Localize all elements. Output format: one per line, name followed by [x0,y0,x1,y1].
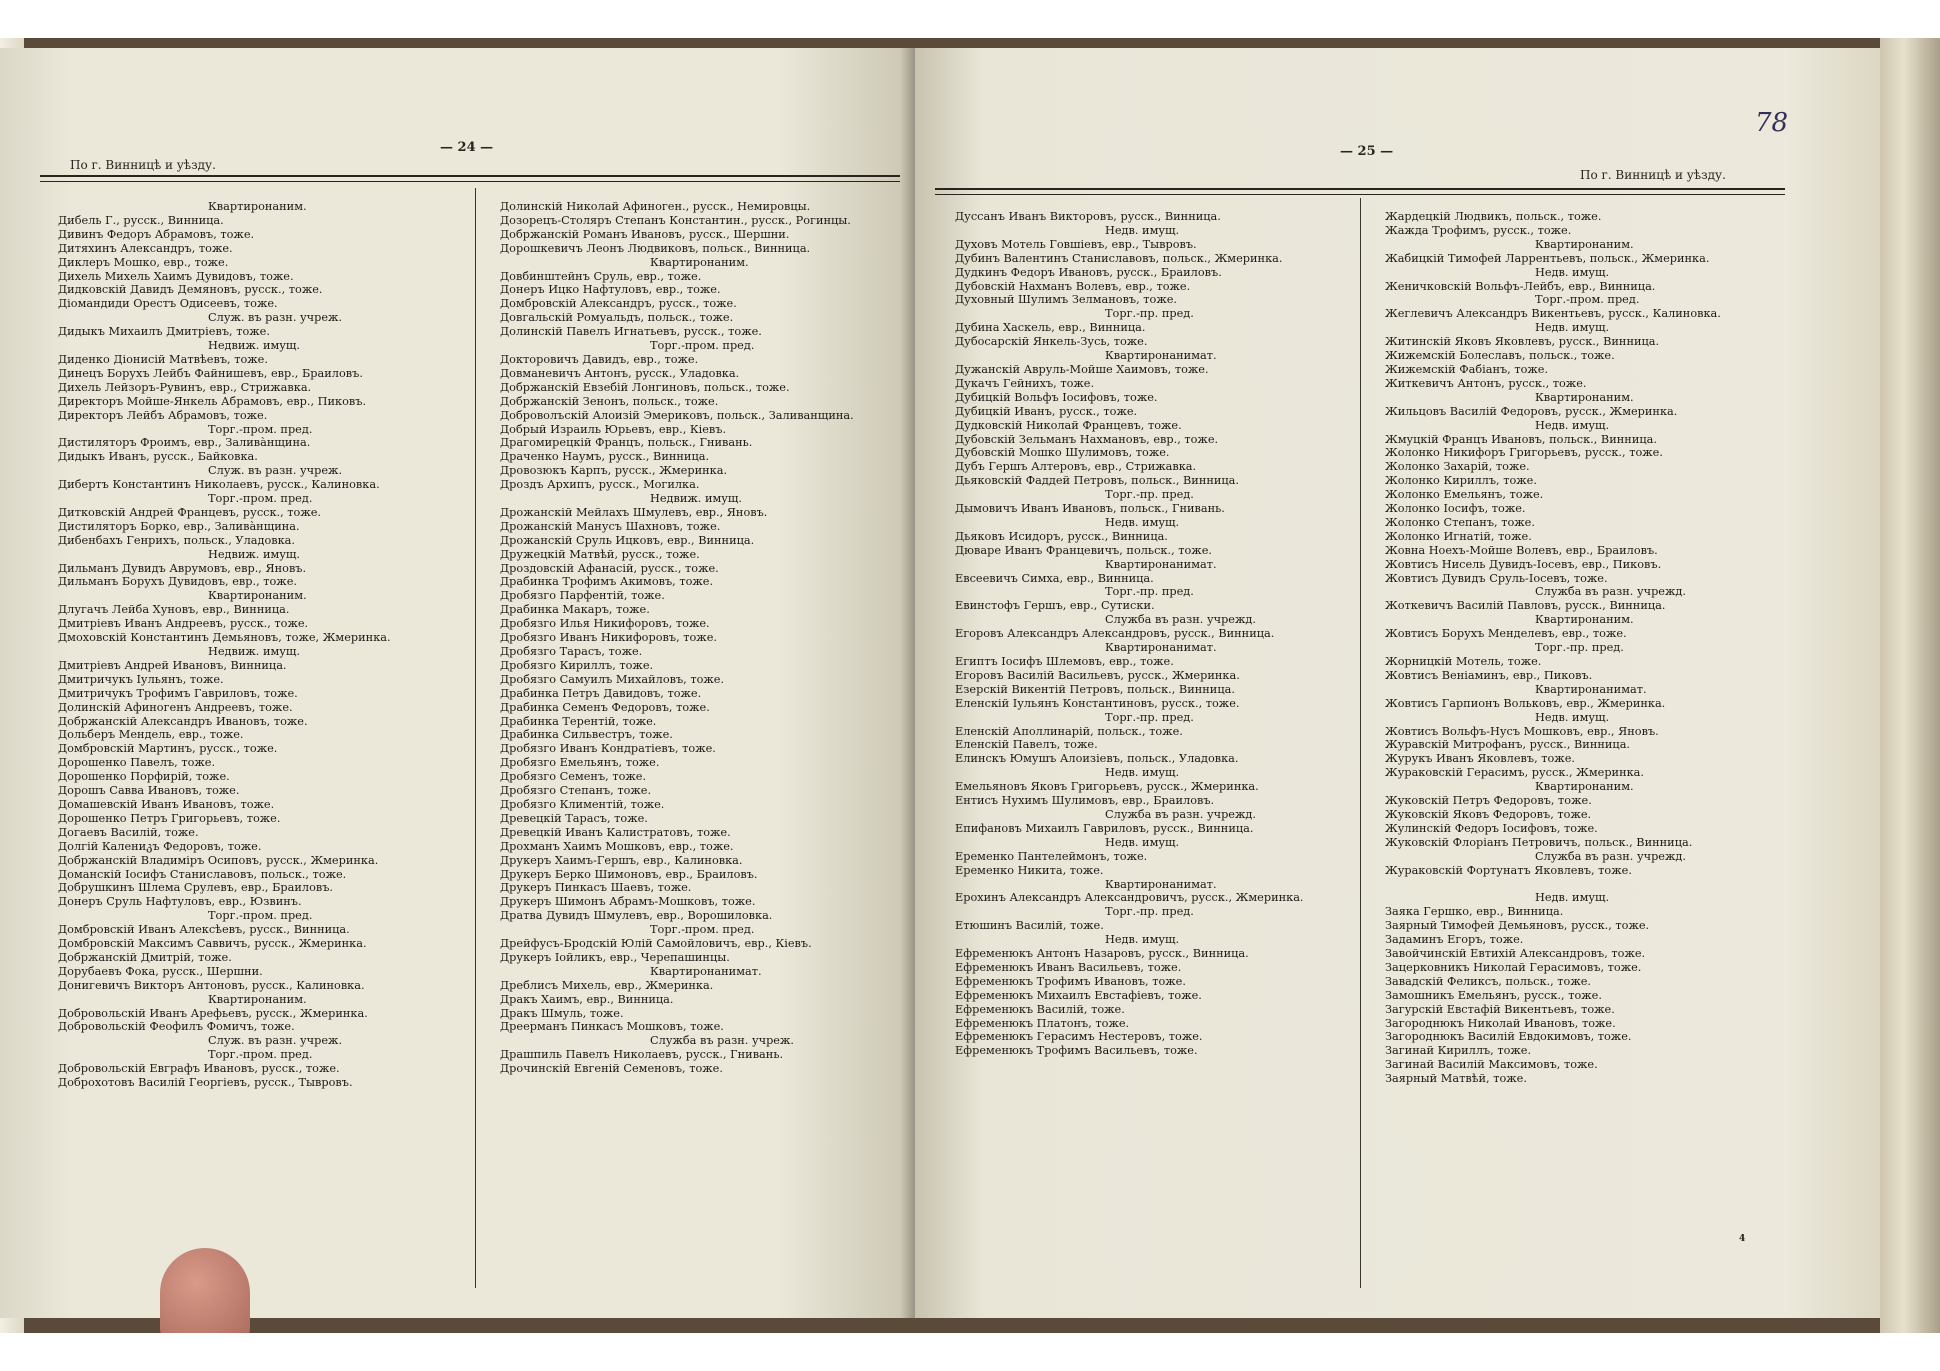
directory-entry: Дробязго Семенъ, тоже. [500,770,647,784]
directory-entry: Дидковскій Давидъ Демяновъ, русск., тоже. [58,283,323,297]
directory-entry: Друкеръ Шимонъ Абрамъ-Мошковъ, тоже. [500,895,756,909]
directory-entry: Ентисъ Нухимъ Шулимовъ, евр., Браиловъ. [955,794,1215,808]
header-rule-left [40,175,900,182]
directory-entry: Жураковскій Герасимъ, русск., Жмеринка. [1385,766,1645,780]
directory-entry: Жуковскій Флоріанъ Петровичъ, польск., Винница. [1385,835,1693,849]
directory-entry: Дудковскій Николай Францевъ, тоже. [955,418,1182,432]
section-heading: Квартиронаним. [650,255,749,269]
directory-entry: Домбровскій Максимъ Саввичъ, русск., Жмеринка. [58,937,367,951]
directory-entry: Житинскій Яковъ Яковлевъ, русск., Винница. [1385,335,1660,349]
directory-entry: Добржанскій Зенонъ, польск., тоже. [500,394,719,408]
directory-entry: Жабицкій Тимофей Ларрентьевъ, польск., Жмеринка. [1385,251,1710,265]
section-heading: Торг.-пр. пред. [1105,905,1194,919]
directory-entry: Дробязго Тарасъ, тоже. [500,645,643,658]
directory-entry: Езерскій Викентій Петровъ, польск., Винница. [955,682,1235,696]
directory-entry: Елинскъ Юмушъ Алоизіевъ, польск., Уладовка. [955,752,1239,766]
directory-entry: Жолонко Степанъ, тоже. [1385,515,1535,529]
directory-entry: Ефременюкъ Трофимъ Ивановъ, тоже. [955,974,1186,988]
directory-entry: Дубовскій Зельманъ Нахмановъ, евр., тоже. [955,432,1219,446]
directory-entry: Ефременюкъ Трофимъ Васильевъ, тоже. [955,1044,1198,1058]
section-heading: Служба въ разн. учрежд. [1105,807,1256,821]
directory-entry: Житкевичъ Антонъ, русск., тоже. [1385,376,1587,390]
directory-entry: Драченко Наумъ, русск., Винница. [500,450,710,464]
directory-entry: Жильцовъ Василій Федоровъ, русск., Жмеринка. [1385,404,1678,418]
directory-entry: Жижемскій Фабіанъ, тоже. [1385,362,1549,376]
section-heading: Торг.-пром. пред. [208,909,313,923]
handwritten-folio-number: 78 [1755,108,1789,138]
directory-entry: Жураковскій Фортунатъ Яковлевъ, тоже. [1385,863,1632,877]
section-heading: Служба въ разн. учрежд. [1535,849,1686,863]
directory-entry: Дубицкій Иванъ, русск., тоже. [955,404,1138,418]
directory-entry: Дибель Г., русск., Винница. [58,213,224,227]
right-column-1 [955,210,1304,1058]
document-photo [0,38,1940,1333]
directory-entry: Жажда Трофимъ, русск., тоже. [1385,223,1572,237]
directory-entry: Дистиляторъ Фроимъ, евр., Залива̀нщина. [58,436,311,450]
section-heading: Квартиронанимат. [1105,641,1217,655]
section-heading: Торг.-пром. пред. [650,339,755,353]
directory-entry: Динецъ Борухъ Лейбъ Файнишевъ, евр., Браиловъ. [58,366,363,380]
directory-entry: Диклеръ Мошко, евр., тоже. [58,255,229,269]
section-heading: Недвиж. имущ. [650,492,743,506]
directory-entry: Жорницкій Мотель, тоже. [1385,655,1542,668]
section-heading: Торг.-пр. пред. [1105,585,1194,599]
section-heading: Недв. имущ. [1105,835,1180,849]
stacked-page-edges [1880,38,1940,1333]
directory-entry: Добрый Израиль Юрьевъ, евр., Кіевъ. [500,422,727,436]
directory-entry: Египтъ Іосифъ Шлемовъ, евр., тоже. [955,655,1174,668]
directory-entry: Драбинка Трофимъ Акимовъ, тоже. [500,575,714,589]
directory-entry: Еременко Пантелеймонъ, тоже. [955,849,1148,863]
directory-entry: Дрочинскій Евгеній Семеновъ, тоже. [500,1062,723,1076]
section-heading: Недвиж. имущ. [208,339,301,353]
directory-entry: Жолонко Кириллъ, тоже. [1385,474,1537,488]
directory-entry: Жолонко Іосифъ, тоже. [1385,502,1526,516]
directory-entry: Дракъ Шмуль, тоже. [500,1006,624,1020]
directory-entry: Ефременюкъ Михаилъ Евстафіевъ, тоже. [955,988,1202,1002]
section-heading: Недв. имущ. [1105,933,1180,947]
header-rule-right [935,188,1785,195]
directory-entry: Дробязго Парфентій, тоже. [500,589,665,603]
section-heading: Служба въ разн. учрежд. [1535,585,1686,599]
section-heading: Недв. имущ. [1535,418,1610,432]
directory-entry: Жардецкій Людвикъ, польск., тоже. [1385,210,1602,223]
directory-entry: Дробязго Иванъ Никифоровъ, тоже. [500,631,717,645]
directory-entry: Ефременюкъ Иванъ Васильевъ, тоже. [955,960,1182,974]
directory-entry: Директоръ Мойше-Янкель Абрамовъ, евр., Пиковъ. [58,394,367,408]
directory-entry: Дорошенко Петръ Григорьевъ, тоже. [58,811,281,825]
section-heading: Недв. имущ. [1105,515,1180,529]
directory-entry: Жеглевичъ Александръ Викентьевъ, русск., Калиновка. [1385,307,1721,321]
directory-entry: Дьяковъ Исидоръ, русск., Винница. [955,529,1168,543]
directory-entry: Діомандиди Орестъ Одисеевъ, тоже. [58,297,278,311]
directory-entry: Дибертъ Константинъ Николаевъ, русск., Калиновка. [58,478,380,492]
directory-entry: Загинай Василій Максимовъ, тоже. [1385,1058,1598,1072]
directory-entry: Добржанскій Евзебій Лонгиновъ, польск., тоже. [500,380,790,394]
section-heading: Недв. имущ. [1535,265,1610,279]
directory-entry: Дорошенко Порфирій, тоже. [58,770,230,784]
section-heading: Квартиронанимат. [650,964,762,978]
directory-entry: Дробязго Климентій, тоже. [500,797,665,811]
directory-entry: Домбровскій Мартинъ, русск., тоже. [58,742,278,756]
directory-entry: Доманскій Іосифъ Станиславовъ, польск., тоже. [58,867,347,881]
directory-entry: Довгальскій Ромуальдъ, польск., тоже. [500,311,734,325]
section-heading: Торг.-пром. пред. [1535,293,1640,307]
directory-entry: Дреблисъ Михель, евр., Жмеринка. [500,978,714,992]
directory-entry: Жоткевичъ Василій Павловъ, русск., Винница. [1385,599,1666,613]
directory-entry: Жулинскій Федоръ Іосифовъ, тоже. [1385,821,1598,835]
column-divider-right [1360,198,1361,1288]
directory-entry: Жижемскій Болеславъ, польск., тоже. [1385,349,1615,363]
directory-entry: Жовтисъ Нисель Дувидъ-Іосевъ, евр., Пиковъ. [1385,557,1662,571]
section-heading: Недв. имущ. [1105,766,1180,780]
directory-entry: Дистиляторъ Борко, евр., Залива̀нщина. [58,519,300,533]
section-heading: Недвиж. имущ. [208,645,301,658]
directory-entry: Жолонко Захарій, тоже. [1385,460,1530,474]
directory-entry: Заярный Тимофей Демьяновъ, русск., тоже. [1385,919,1650,933]
directory-entry: Дмитріевъ Иванъ Андреевъ, русск., тоже. [58,617,309,631]
section-heading: Торг.-пр. пред. [1105,488,1194,502]
directory-entry: Драбинка Терентій, тоже. [500,714,657,728]
directory-entry: Дробязго Самуилъ Михайловъ, тоже. [500,672,725,686]
directory-entry: Жолонко Емельянъ, тоже. [1385,488,1544,502]
directory-entry: Дратва Дувидъ Шмулевъ, евр., Ворошиловка. [500,909,773,923]
directory-entry: Дубовскій Нахманъ Волевъ, евр., тоже. [955,279,1191,293]
directory-entry: Епифановъ Михаилъ Гавриловъ, русск., Винница. [955,821,1254,835]
directory-entry: Долгій Калениკъ Федоровъ, тоже. [58,839,262,853]
section-heading: Служба въ разн. учрежд. [1105,613,1256,627]
directory-entry: Дитковскій Андрей Францевъ, русск., тоже. [58,505,322,519]
directory-entry: Дрожанскій Мейлахъ Шмулевъ, евр., Яновъ. [500,505,768,519]
directory-entry: Дивинъ Федоръ Абрамовъ, тоже. [58,227,255,241]
directory-entry: Дреерманъ Пинкасъ Мошковъ, тоже. [500,1020,724,1034]
directory-entry: Дмитричукъ Трофимъ Гавриловъ, тоже. [58,686,298,700]
column-divider-left [475,188,476,1288]
section-heading: Квартиронанимат. [1535,682,1647,696]
section-heading: Служба въ разн. учреж. [650,1034,794,1048]
page-number-left: — 24 — [440,140,494,155]
right-column-2 [1385,210,1721,1086]
directory-entry: Евсеевичъ Симха, евр., Винница. [955,571,1154,585]
directory-entry [1385,878,1721,892]
directory-entry: Ефременюкъ Герасимъ Нестеровъ, тоже. [955,1030,1203,1044]
directory-entry: Еременко Никита, тоже. [955,863,1104,877]
directory-entry: Донеръ Сруль Нафтуловъ, евр., Юзвинъ. [58,895,302,909]
directory-entry: Дубинъ Валентинъ Станиславовъ, польск., Жмеринка. [955,251,1283,265]
directory-entry: Домбровскій Александръ, русск., тоже. [500,297,737,311]
directory-entry: Добровольскій Феофилъ Фомичъ, тоже. [58,1020,295,1034]
directory-entry: Дрожанскій Манусъ Шахновъ, тоже. [500,519,721,533]
directory-entry: Дымовичъ Иванъ Ивановъ, польск., Гнивань. [955,502,1225,516]
directory-entry: Замошникъ Емельянъ, русск., тоже. [1385,988,1602,1002]
printer-signature-mark: 4 [1739,1234,1746,1244]
running-head-right: По г. Винницѣ и уѣзду. [1580,168,1726,182]
directory-entry: Дробязго Илья Никифоровъ, тоже. [500,617,710,631]
directory-entry: Длугачъ Лейба Хуновъ, евр., Винница. [58,603,290,617]
section-heading: Квартиронаним. [1535,613,1634,627]
directory-entry: Долинскій Николай Афиноген., русск., Немировцы. [500,200,811,213]
directory-entry: Ефременюкъ Василій, тоже. [955,1002,1125,1016]
directory-entry: Добровольскій Евграфъ Ивановъ, русск., тоже. [58,1062,340,1076]
directory-entry: Дукачъ Гейнихъ, тоже. [955,376,1095,390]
directory-entry: Духовъ Мотель Говшіевъ, евр., Тывровъ. [955,237,1197,251]
directory-entry: Жмуцкій Францъ Ивановъ, польск., Винница. [1385,432,1657,446]
directory-entry: Дробязго Степанъ, тоже. [500,784,652,798]
directory-entry: Дубовскій Мошко Шулимовъ, тоже. [955,446,1170,460]
section-heading: Квартиронаним. [208,200,307,213]
directory-entry: Ефременюкъ Антонъ Назаровъ, русск., Винница. [955,947,1249,961]
section-heading: Служ. въ разн. учреж. [208,311,343,325]
directory-entry: Евинстофъ Гершъ, евр., Сутиски. [955,599,1155,613]
directory-entry: Дубъ Гершъ Алтеровъ, евр., Стрижавка. [955,460,1197,474]
directory-entry: Загинай Кириллъ, тоже. [1385,1044,1532,1058]
directory-entry: Доброволъскій Алоизій Эмериковъ, польск., Заливанщина. [500,408,854,422]
directory-entry: Донеръ Ицко Нафтуловъ, евр., тоже. [500,283,721,297]
section-heading: Торг.-пр. пред. [1105,710,1194,724]
directory-entry: Дихель Лейзоръ-Рувинъ, евр., Стрижавка. [58,380,312,394]
section-heading: Служ. въ разн. учреж. [208,464,343,478]
section-heading: Квартиронаним. [208,992,307,1006]
directory-entry: Завойчинскій Евтихій Александровъ, тоже. [1385,947,1646,961]
directory-entry: Дорошъ Савва Ивановъ, тоже. [58,784,240,798]
left-column-2 [500,200,854,1076]
directory-entry: Долинскій Павелъ Игнатьевъ, русск., тоже. [500,325,762,339]
directory-entry: Журукъ Иванъ Яковлевъ, тоже. [1385,752,1575,766]
directory-entry: Друкеръ Берко Шимоновъ, евр., Браиловъ. [500,867,758,881]
directory-entry: Заярный Матвѣй, тоже. [1385,1072,1527,1086]
directory-entry: Дрохманъ Хаимъ Мошковъ, евр., тоже. [500,839,734,853]
directory-entry: Жовтисъ Гарпионъ Вольковъ, евр., Жмеринка. [1385,696,1666,710]
directory-entry: Дубина Хаскель, евр., Винница. [955,321,1146,335]
section-heading: Недв. имущ. [1535,891,1610,905]
directory-entry: Древецкій Иванъ Калистратовъ, тоже. [500,825,731,839]
directory-entry: Дихель Михель Хаимъ Дувидовъ, тоже. [58,269,294,283]
directory-entry: Етюшинъ Василій, тоже. [955,919,1104,933]
directory-entry: Дюваре Иванъ Францевичъ, польск., тоже. [955,543,1212,557]
directory-entry: Дубосарскій Янкель-Зусь, тоже. [955,335,1148,349]
section-heading: Квартиронаним. [1535,780,1634,794]
directory-entry: Драбинка Сильвестръ, тоже. [500,728,673,742]
directory-entry: Долинскій Афиногенъ Андреевъ, тоже. [58,700,293,714]
directory-entry: Завадскій Феликсъ, польск., тоже. [1385,974,1592,988]
directory-entry: Дьяковскій Фаддей Петровъ, польск., Винница. [955,474,1240,488]
directory-entry: Дробязго Иванъ Кондратіевъ, тоже. [500,742,716,756]
directory-entry: Жолонко Никифоръ Григорьевъ, русск., тоже. [1385,446,1663,460]
directory-entry: Еленскій Іульянъ Константиновъ, русск., тоже. [955,696,1240,710]
directory-entry: Жовна Ноехъ-Мойше Волевъ, евр., Браиловъ. [1385,543,1658,557]
section-heading: Служ. въ разн. учреж. [208,1034,343,1048]
section-heading: Торг.-пром. пред. [208,422,313,436]
directory-entry: Дорубаевъ Фока, русск., Шершни. [58,964,263,978]
holding-finger [160,1248,250,1333]
directory-entry: Егоровъ Василій Васильевъ, русск., Жмеринка. [955,668,1240,682]
directory-entry: Дужанскій Авруль-Мойше Хаимовъ, тоже. [955,362,1209,376]
directory-entry: Дибенбахъ Генрихъ, польск., Уладовка. [58,533,296,547]
directory-entry: Добрушкинъ Шлема Срулевъ, евр., Браиловъ. [58,881,334,895]
directory-entry: Зацерковникъ Николай Герасимовъ, тоже. [1385,960,1642,974]
directory-entry: Дровозюкъ Карпъ, русск., Жмеринка. [500,464,728,478]
directory-entry: Загурскій Евстафій Викентьевъ, тоже. [1385,1002,1615,1016]
directory-entry: Друкеръ Хаимъ-Гершъ, евр., Калиновка. [500,853,743,867]
directory-entry: Дорошенко Павелъ, тоже. [58,756,216,770]
directory-entry: Загороднюкъ Василій Евдокимовъ, тоже. [1385,1030,1632,1044]
section-heading: Квартиронаним. [1535,237,1634,251]
directory-entry: Дубицкій Вольфъ Іосифовъ, тоже. [955,390,1158,404]
section-heading: Торг.-пром. пред. [208,1048,313,1062]
directory-entry: Дроздовскій Афанасій, русск., тоже. [500,561,719,575]
directory-entry: Дружецкій Матвѣй, русск., тоже. [500,547,700,561]
section-heading: Торг.-пром. пред. [650,923,755,937]
directory-entry: Дольберъ Мендель, евр., тоже. [58,728,244,742]
directory-entry: Духовный Шулимъ Зелмановъ, тоже. [955,293,1178,307]
directory-entry: Дозорецъ-Столяръ Степанъ Константин., русск., Рогинцы. [500,213,851,227]
directory-entry: Еленскій Павелъ, тоже. [955,738,1098,752]
directory-entry: Дитяхинъ Александръ, тоже. [58,241,233,255]
directory-entry: Дуссанъ Иванъ Викторовъ, русск., Винница. [955,210,1221,223]
directory-entry: Домашевскій Иванъ Ивановъ, тоже. [58,797,275,811]
directory-entry: Дорошкевичъ Леонъ Людвиковъ, польск., Винница. [500,241,811,255]
directory-entry: Жуковскій Петръ Федоровъ, тоже. [1385,794,1592,808]
section-heading: Торг.-пр. пред. [1535,641,1624,655]
directory-entry: Ерохинъ Александръ Александровичъ, русск., Жмеринка. [955,891,1304,905]
section-heading: Квартиронанимат. [1105,557,1217,571]
directory-entry: Дмитричукъ Іульянъ, тоже. [58,672,224,686]
left-page [0,48,915,1318]
directory-entry: Жовтисъ Веніаминъ, евр., Пиковъ. [1385,668,1593,682]
section-heading: Квартиронанимат. [1105,877,1217,891]
directory-entry: Дрейфусъ-Бродскій Юлій Самойловичъ, евр., Кіевъ. [500,937,812,951]
right-page [915,48,1883,1318]
directory-entry: Домбровскій Иванъ Алексѣевъ, русск., Винница. [58,923,350,937]
directory-entry: Доброхотовъ Василій Георгіевъ, русск., Тывровъ. [58,1076,353,1090]
directory-entry: Дильманъ Борухъ Дувидовъ, евр., тоже. [58,575,297,589]
page-number-right: — 25 — [1340,144,1394,159]
directory-entry: Драбинка Макаръ, тоже. [500,603,650,617]
directory-entry: Драбинка Петръ Давидовъ, тоже. [500,686,702,700]
directory-entry: Драбинка Семенъ Федоровъ, тоже. [500,700,710,714]
directory-entry: Добровольскій Иванъ Арефьевъ, русск., Жмеринка. [58,1006,368,1020]
directory-entry: Донигевичъ Викторъ Антоновъ, русск., Калиновка. [58,978,365,992]
directory-entry: Емельяновъ Яковъ Григорьевъ, русск., Жмеринка. [955,780,1259,794]
directory-entry: Журавскій Митрофанъ, русск., Винница. [1385,738,1631,752]
section-heading: Торг.-пром. пред. [208,492,313,506]
directory-entry: Жовтисъ Борухъ Менделевъ, евр., тоже. [1385,627,1627,641]
section-heading: Недв. имущ. [1535,710,1610,724]
section-heading: Недв. имущ. [1105,223,1180,237]
section-heading: Недв. имущ. [1535,321,1610,335]
directory-entry: Добржанскій Романъ Ивановъ, русск., Шершни. [500,227,790,241]
directory-entry: Довбинштейнъ Сруль, евр., тоже. [500,269,702,283]
directory-entry: Дудкинъ Федоръ Ивановъ, русск., Браиловъ. [955,265,1222,279]
directory-entry: Загороднюкъ Николай Ивановъ, тоже. [1385,1016,1616,1030]
directory-entry: Дидыкъ Михаилъ Дмитріевъ, тоже. [58,325,270,339]
directory-entry: Женичковскій Вольфъ-Лейбъ, евр., Винница. [1385,279,1656,293]
directory-entry: Добржанскій Дмитрій, тоже. [58,950,232,964]
directory-entry: Дмоховскій Константинъ Демьяновъ, тоже, Жмеринка. [58,631,391,645]
running-head-left: По г. Винницѣ и уѣзду. [70,158,216,172]
directory-entry: Дракъ Хаимъ, евр., Винница. [500,992,674,1006]
directory-entry: Довманевичъ Антонъ, русск., Уладовка. [500,366,740,380]
directory-entry: Дробязго Кириллъ, тоже. [500,658,654,672]
section-heading: Квартиронаним. [1535,390,1634,404]
directory-entry: Дрожанскій Сруль Ицковъ, евр., Винница. [500,533,755,547]
directory-entry: Драгомирецкій Францъ, польск., Гнивань. [500,436,753,450]
directory-entry: Директоръ Лейбъ Абрамовъ, тоже. [58,408,268,422]
section-heading: Квартиронаним. [208,589,307,603]
directory-entry: Дроздъ Архипъ, русск., Могилка. [500,478,700,492]
left-column-1 [58,200,391,1090]
directory-entry: Дильманъ Дувидъ Аврумовъ, евр., Яновъ. [58,561,307,575]
directory-entry: Драшпиль Павелъ Николаевъ, русск., Гнивань. [500,1048,784,1062]
directory-entry: Жовтисъ Дувидъ Сруль-Іосевъ, тоже. [1385,571,1608,585]
directory-entry: Добржанскій Владиміръ Осиповъ, русск., Жмеринка. [58,853,379,867]
section-heading: Недвиж. имущ. [208,547,301,561]
directory-entry: Друкеръ Іойликъ, евр., Черепашинцы. [500,950,730,964]
directory-entry: Заяка Гершко, евр., Винница. [1385,905,1564,919]
directory-entry: Докторовичъ Давидъ, евр., тоже. [500,352,699,366]
directory-entry: Добржанскій Александръ Ивановъ, тоже. [58,714,308,728]
directory-entry: Друкеръ Пинкасъ Шаевъ, тоже. [500,881,692,895]
directory-entry: Дмитріевъ Андрей Ивановъ, Винница. [58,658,287,672]
directory-entry: Егоровъ Александръ Александровъ, русск., Винница. [955,627,1275,641]
directory-entry: Дробязго Емельянъ, тоже. [500,756,660,770]
directory-entry: Жовтисъ Вольфъ-Нусъ Мошковъ, евр., Яновъ. [1385,724,1659,738]
directory-entry: Жолонко Игнатій, тоже. [1385,529,1532,543]
directory-entry: Задаминъ Егоръ, тоже. [1385,933,1524,947]
directory-entry: Древецкій Тарасъ, тоже. [500,811,648,825]
directory-entry: Еленскій Аполлинарій, польск., тоже. [955,724,1183,738]
directory-entry: Дидыкъ Иванъ, русск., Байковка. [58,450,258,464]
directory-entry: Диденко Діонисій Матвѣевъ, тоже. [58,352,268,366]
section-heading: Квартиронанимат. [1105,349,1217,363]
directory-entry: Догаевъ Василій, тоже. [58,825,199,839]
section-heading: Торг.-пр. пред. [1105,307,1194,321]
directory-entry: Жуковскій Яковъ Федоровъ, тоже. [1385,807,1592,821]
directory-entry: Ефременюкъ Платонъ, тоже. [955,1016,1130,1030]
